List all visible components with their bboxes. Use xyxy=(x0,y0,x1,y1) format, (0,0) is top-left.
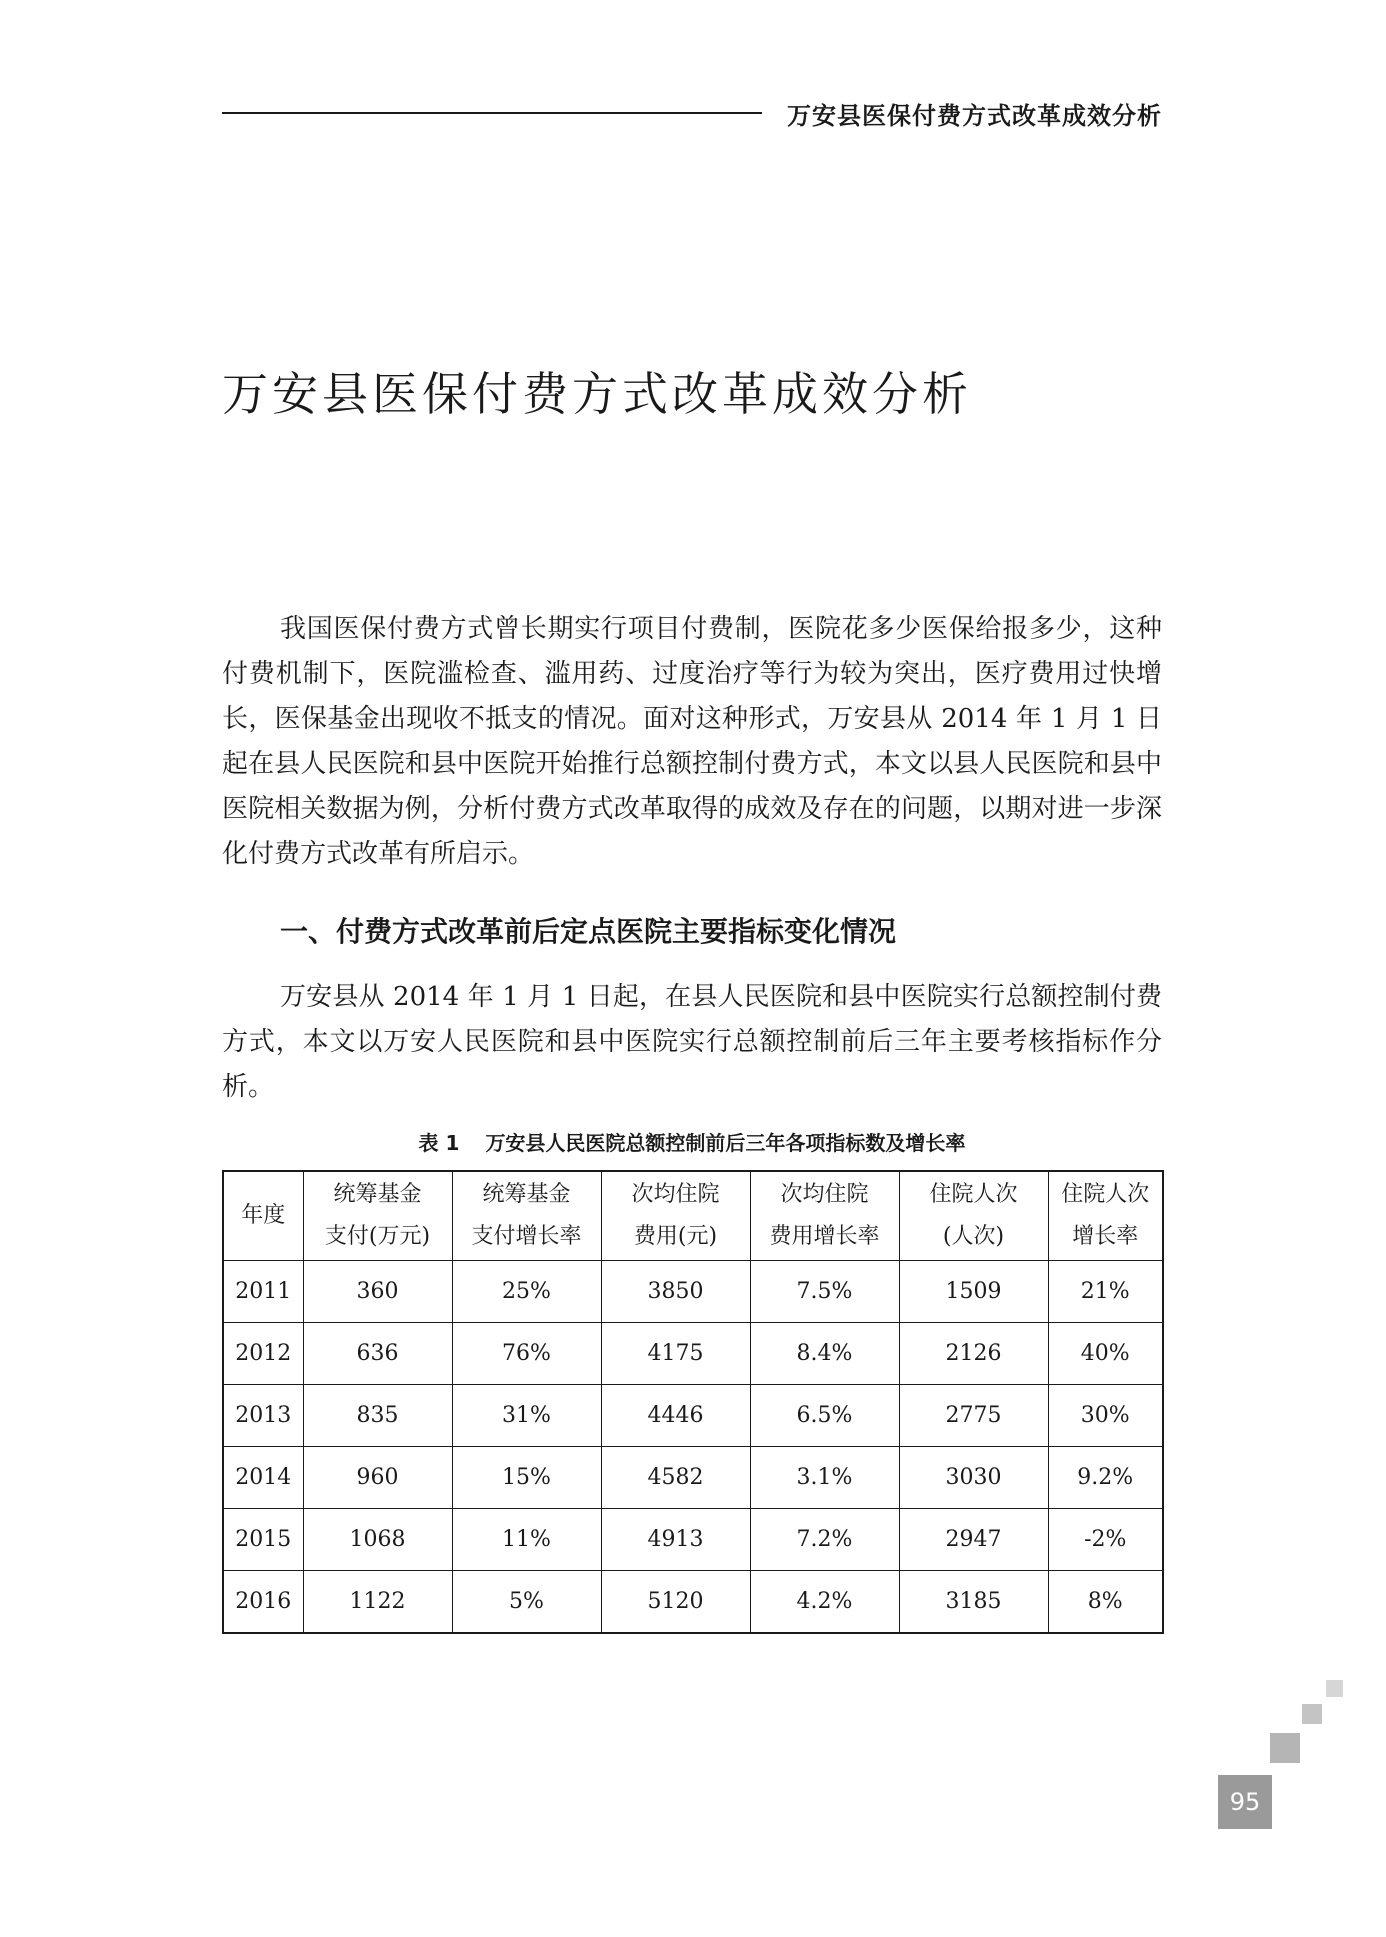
header-rule xyxy=(222,112,762,114)
section-heading: 一、付费方式改革前后定点医院主要指标变化情况 xyxy=(280,915,897,948)
table-cell: 4446 xyxy=(601,1385,750,1447)
table-row xyxy=(223,1385,1163,1447)
table-cell: 7.5% xyxy=(750,1261,899,1323)
table-cell: 2015 xyxy=(223,1509,303,1571)
table-cell: 4.2% xyxy=(750,1571,899,1634)
table-cell: 2775 xyxy=(899,1385,1048,1447)
table-row xyxy=(223,1323,1163,1385)
table-caption xyxy=(222,1127,1162,1156)
table-cell: 2947 xyxy=(899,1509,1048,1571)
header-avg-cost-growth: 次均住院 费用增长率 xyxy=(750,1171,899,1261)
table-cell: 3850 xyxy=(601,1261,750,1323)
table-cell: 2016 xyxy=(223,1571,303,1634)
table-cell: 3030 xyxy=(899,1447,1048,1509)
header-fund-growth: 统筹基金 支付增长率 xyxy=(452,1171,601,1261)
running-header-title: 万安县医保付费方式改革成效分析 xyxy=(787,102,1162,130)
table-row xyxy=(223,1571,1163,1634)
table-cell: 7.2% xyxy=(750,1509,899,1571)
page-number: 95 xyxy=(1218,1775,1272,1829)
table-cell: 636 xyxy=(303,1323,452,1385)
table-cell: 25% xyxy=(452,1261,601,1323)
table-cell: 1122 xyxy=(303,1571,452,1634)
header-admissions: 住院人次 (人次) xyxy=(899,1171,1048,1261)
table-row xyxy=(223,1261,1163,1323)
table-cell: 9.2% xyxy=(1048,1447,1163,1509)
table-cell: 5120 xyxy=(601,1571,750,1634)
indicator-table xyxy=(222,1170,1164,1634)
header-fund-payment: 统筹基金 支付(万元) xyxy=(303,1171,452,1261)
table-caption-title: 万安县人民医院总额控制前后三年各项指标数及增长率 xyxy=(485,1131,966,1155)
table-cell: 2012 xyxy=(223,1323,303,1385)
table-caption-number: 表 1 xyxy=(418,1131,460,1155)
table-cell: 4175 xyxy=(601,1323,750,1385)
table-cell: 11% xyxy=(452,1509,601,1571)
table-cell: 76% xyxy=(452,1323,601,1385)
table-row xyxy=(223,1509,1163,1571)
table-cell: 8% xyxy=(1048,1571,1163,1634)
table-cell: 2014 xyxy=(223,1447,303,1509)
table-cell: 3.1% xyxy=(750,1447,899,1509)
table-row xyxy=(223,1447,1163,1509)
table-cell: 2126 xyxy=(899,1323,1048,1385)
table-cell: 6.5% xyxy=(750,1385,899,1447)
decorative-square xyxy=(1270,1733,1300,1763)
table-cell: 2011 xyxy=(223,1261,303,1323)
table-cell: 21% xyxy=(1048,1261,1163,1323)
table-cell: 30% xyxy=(1048,1385,1163,1447)
page-title: 万安县医保付费方式改革成效分析 xyxy=(222,367,972,421)
table-cell: 3185 xyxy=(899,1571,1048,1634)
intro-paragraph: 我国医保付费方式曾长期实行项目付费制，医院花多少医保给报多少，这种付费机制下，医院滥检查、滥用药、过度治疗等行为较为突出，医疗费用过快增长，医保基金出现收不抵支的情况。面对这种形式，万安县从 2014 年 1 月 1 日起在县人民医院和县中医院开始推行总额控制付费方式，本文以县人民医院和县中医院相关数据为例，分析付费方式改革取得的成效及存在的问题，以期对进一步深化付费方式改革有所启示。 xyxy=(222,614,1162,869)
table-cell: 2013 xyxy=(223,1385,303,1447)
table-cell: 5% xyxy=(452,1571,601,1634)
table-cell: 960 xyxy=(303,1447,452,1509)
header-admissions-growth: 住院人次 增长率 xyxy=(1048,1171,1163,1261)
table-cell: 4582 xyxy=(601,1447,750,1509)
table-cell: 40% xyxy=(1048,1323,1163,1385)
header-avg-cost: 次均住院 费用(元) xyxy=(601,1171,750,1261)
decorative-square xyxy=(1302,1704,1322,1724)
table-cell: 1509 xyxy=(899,1261,1048,1323)
table-cell: 15% xyxy=(452,1447,601,1509)
table-cell: 4913 xyxy=(601,1509,750,1571)
table-header-row xyxy=(223,1171,1163,1261)
header-year: 年度 xyxy=(223,1171,303,1261)
table-cell: -2% xyxy=(1048,1509,1163,1571)
table-cell: 1068 xyxy=(303,1509,452,1571)
table-cell: 8.4% xyxy=(750,1323,899,1385)
running-header xyxy=(222,96,1162,130)
table-cell: 31% xyxy=(452,1385,601,1447)
decorative-square xyxy=(1326,1680,1343,1697)
table-cell: 835 xyxy=(303,1385,452,1447)
section-paragraph: 万安县从 2014 年 1 月 1 日起，在县人民医院和县中医院实行总额控制付费方式，本文以万安人民医院和县中医院实行总额控制前后三年主要考核指标作分析。 xyxy=(222,982,1162,1102)
table-cell: 360 xyxy=(303,1261,452,1323)
